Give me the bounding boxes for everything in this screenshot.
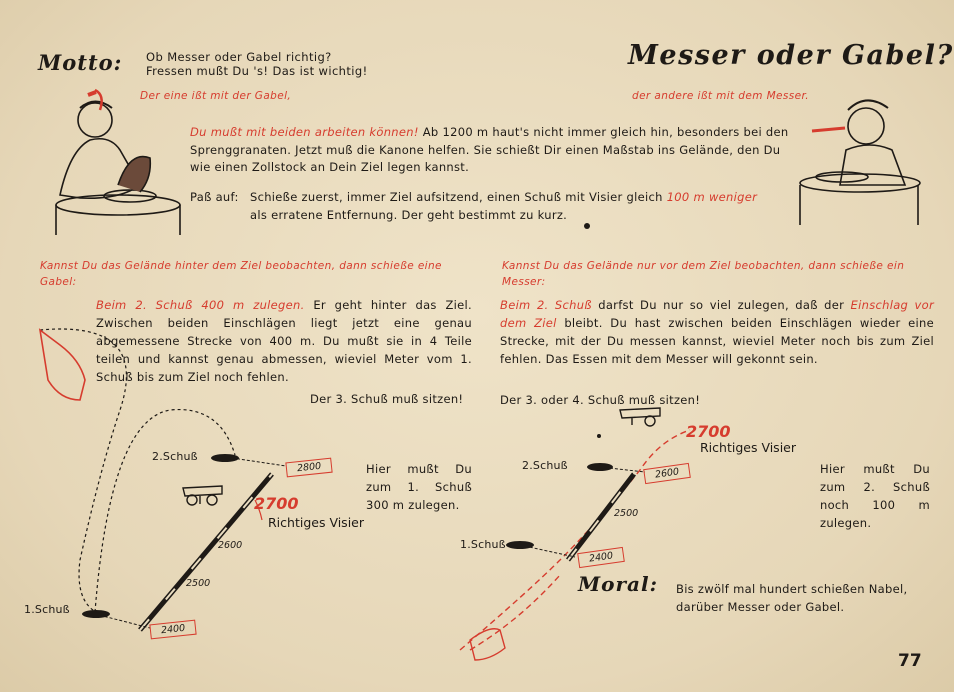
left-heading: Kannst Du das Gelände hinter dem Ziel beobachten, dann schieße eine Gabel: <box>40 260 442 288</box>
right-body-1: darfst Du nur so viel zulegen, daß der <box>598 298 845 312</box>
left-2700: 2700 <box>254 494 299 513</box>
right-body-2: bleibt. Du hast zwischen beiden Einschlägen wieder eine Strecke, mit der Du messen kannst, wieviel Meter noch bis zum Ziel fehlen. Das Essen mit dem Messer will gekonnt sein. <box>500 316 934 366</box>
moral-line-1: Bis zwölf mal hundert schießen Nabel, <box>676 582 908 596</box>
intro-body: Ab 1200 m haut's nicht immer gleich hin, besonders bei den Sprenggranaten. Jetzt muß die Kanone helfen. Sie schießt Dir einen Maßstab ins Gelände, den Du wie einen Zollstock an Dein Ziel legen kannst. <box>190 125 789 174</box>
left-body <box>96 296 472 386</box>
left-box-2400: 2400 <box>149 620 197 640</box>
messer-diagram <box>460 408 690 660</box>
messer-eater-illustration <box>800 100 920 225</box>
motto-line-2: Fressen mußt Du 's! Das ist wichtig! <box>146 64 368 78</box>
caption-right: der andere ißt mit dem Messer. <box>632 90 809 102</box>
left-visier: Richtiges Visier <box>268 515 365 530</box>
page-title: Messer oder Gabel? <box>628 40 954 71</box>
left-mark-2500: 2500 <box>186 578 211 589</box>
caption-left: Der eine ißt mit der Gabel, <box>140 90 292 102</box>
right-2700: 2700 <box>686 422 731 441</box>
right-red-1: Beim 2. Schuß <box>500 298 592 312</box>
left-red: Beim 2. Schuß 400 m zulegen. <box>96 298 305 312</box>
left-note: Hier mußt Du zum 1. Schuß 300 m zulegen. <box>366 462 472 512</box>
right-must: Der 3. oder 4. Schuß muß sitzen! <box>500 393 701 407</box>
right-box-2400: 2400 <box>577 547 625 568</box>
motto-line-1: Ob Messer oder Gabel richtig? <box>146 50 332 64</box>
intro-paragraph <box>190 124 790 177</box>
pass-red: 100 m weniger <box>666 190 758 204</box>
right-visier: Richtiges Visier <box>700 440 797 455</box>
pass-text-2: als erratene Entfernung. Der geht bestimmt zu kurz. <box>250 207 568 222</box>
left-mark-2600: 2600 <box>218 540 243 551</box>
moral-line-2: darüber Messer oder Gabel. <box>676 600 845 614</box>
gabel-eater-illustration <box>56 90 180 235</box>
right-body <box>500 296 934 368</box>
left-shot1-label: 1.Schuß <box>24 603 70 616</box>
left-must: Der 3. Schuß muß sitzen! <box>310 392 464 406</box>
motto-label: Motto: <box>38 50 123 75</box>
pass-auf-paragraph <box>190 189 795 224</box>
page-number: 77 <box>898 651 922 671</box>
right-shot1-label: 1.Schuß <box>460 538 506 551</box>
moral-text <box>676 580 946 616</box>
left-shot2-label: 2.Schuß <box>152 450 198 463</box>
right-shot2-label: 2.Schuß <box>522 459 568 472</box>
left-body-text: Er geht hinter das Ziel. Zwischen beiden Einschlägen liegt jetzt eine genau abgemessene Strecke von 400 m. Du mußt sie in 4 Teile teilen und kannst genau abmessen, wieviel Meter vom 1. Schuß bis zum Ziel noch fehlen. <box>96 298 472 384</box>
pass-label: Paß auf: <box>190 190 239 204</box>
moral-label: Moral: <box>578 572 658 596</box>
intro-red: Du mußt mit beiden arbeiten können! <box>190 125 419 139</box>
right-mark-2500: 2500 <box>614 508 639 519</box>
section-bullet <box>584 223 590 229</box>
pass-text-1: Schieße zuerst, immer Ziel aufsitzend, einen Schuß mit Visier gleich <box>250 190 663 204</box>
right-heading: Kannst Du das Gelände nur vor dem Ziel beobachten, dann schieße ein Messer: <box>502 260 905 288</box>
motto-text <box>146 50 368 78</box>
left-box-2800: 2800 <box>285 458 333 478</box>
right-note: Hier mußt Du zum 2. Schuß noch 100 m zulegen. <box>820 462 930 530</box>
right-box-2600: 2600 <box>643 463 691 484</box>
right-red-2: Einschlag vor dem Ziel <box>500 298 934 330</box>
